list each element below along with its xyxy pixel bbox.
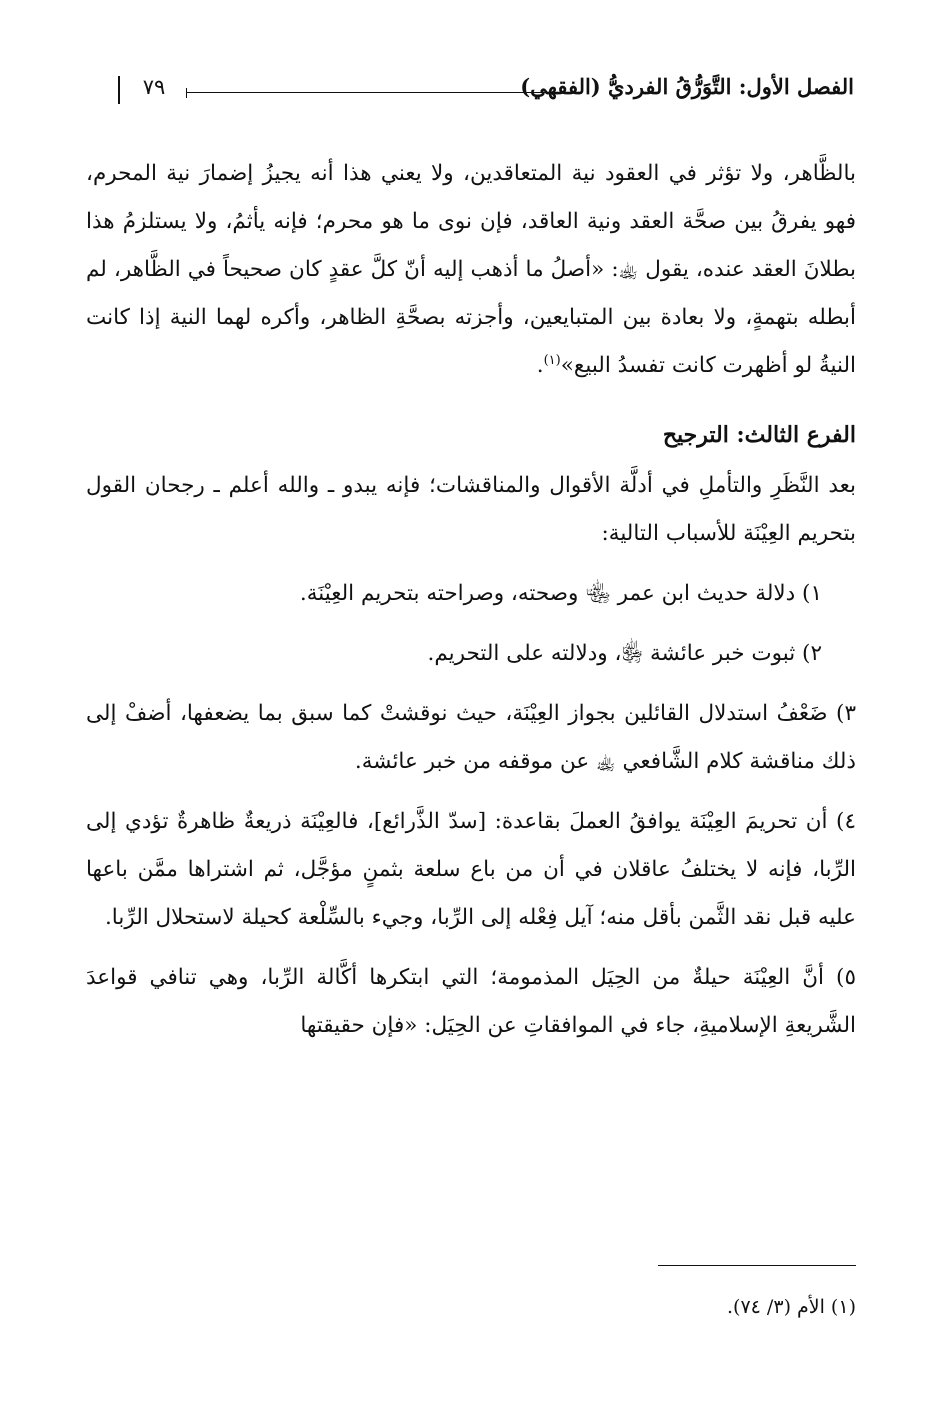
chapter-title: الفصل الأول: التَّوَرُّقُ الفرديُّ (الفقهي)	[520, 74, 854, 99]
section-intro: بعد النَّظَرِ والتأملِ في أدلَّة الأقوال والمناقشات؛ فإنه يبدو ـ والله أعلم ـ رجحان القول بتحريم العِيْنَة للأسباب التالية:	[86, 473, 856, 546]
list-item: ٢) ثبوت خبر عائشة ﵂، ودلالته على التحريم.	[427, 641, 822, 666]
page-number-bar	[118, 76, 120, 104]
list-item: ٤) أن تحريمَ العِيْنَة يوافقُ العملَ بقاعدة: [سدّ الذَّرائع]، فالعِيْنَة ذريعةٌ ظاهرةٌ تؤدي إلى الرِّبا، فإنه لا يختلفُ عاقلان في أن من باع سلعة بثمنٍ مؤجَّل، ثم اشتراها ممَّن باعها عليه قبل نقد الثَّمن بأقل منه؛ آيل فِعْله إلى الرِّبا، وجيء بالسِّلْعة كحيلة لاستحلال الرِّبا.	[86, 809, 856, 930]
spacer	[86, 390, 856, 402]
section-heading: الفرع الثالث: الترجيح	[662, 422, 856, 448]
body-paragraph: بالظَّاهر، ولا تؤثر في العقود نية المتعاقدين، ولا يعني هذا أنه يجيزُ إضمارَ نية المحرم، فهو يفرقُ بين صحَّة العقد ونية العاقد، فإن نوى ما هو محرم؛ فإنه يأثمُ، ولا يستلزمُ هذا بطلانَ العقد عنده، يقول ﵀: «أصلُ ما أذهب إليه أنّ كلَّ عقدٍ كان صحيحاً في الظَّاهر، لم أبطله بتهمةٍ، ولا بعادة بين المتبايعين، وأجزته بصحَّةِ الظاهر، وأكره لهما النية إذا كانت النيةُ لو أظهرت كانت تفسدُ البيع»$^{(١)}$.	[86, 161, 856, 378]
spacer	[86, 618, 856, 630]
spacer	[86, 786, 856, 798]
spacer	[86, 558, 856, 570]
page-number: ٧٩	[142, 75, 166, 99]
footnote-reference: (١)	[543, 352, 561, 368]
list-item: ٥) أنَّ العِيْنَة حيلةٌ من الحِيَل المذمومة؛ التي ابتكرها أكَّالة الرِّبا، وهي تنافي قواعدَ الشَّريعةِ الإسلاميةِ، جاء في الموافقاتِ عن الحِيَل: «فإن حقيقتها	[86, 965, 856, 1038]
main-text	[86, 150, 856, 1050]
spacer	[86, 942, 856, 954]
list-item: ١) دلالة حديث ابن عمر ﵄ وصحته، وصراحته بتحريم العِيْنَة.	[299, 581, 822, 606]
running-header	[108, 72, 854, 112]
list-item: ٣) ضَعْفُ استدلال القائلين بجواز العِيْنَة، حيث نوقشتْ كما سبق بما يضعفها، أضفْ إلى ذلك مناقشة كلام الشَّافعي ﵀ عن موقفه من خبر عائشة.	[86, 701, 856, 774]
header-rule	[186, 92, 579, 93]
header-rule-end	[186, 88, 187, 98]
footnote: (١) الأم (٣/ ٧٤).	[727, 1296, 856, 1318]
paragraph-text: بالظَّاهر، ولا تؤثر في العقود نية المتعاقدين، ولا يعني هذا أنه يجيزُ إضمارَ نية المحرم، فهو يفرقُ بين صحَّة العقد ونية العاقد، فإن نوى ما هو محرم؛ فإنه يأثمُ، ولا يستلزمُ هذا بطلانَ العقد عنده، يقول ﵀: «أصلُ ما أذهب إليه أنّ كلَّ عقدٍ كان صحيحاً في الظَّاهر، لم أبطله بتهمةٍ، ولا بعادة بين المتبايعين، وأجزته بصحَّةِ الظاهر، وأكره لهما النية إذا كانت النيةُ لو أظهرت كانت تفسدُ البيع»	[86, 161, 856, 378]
footnote-separator	[658, 1265, 856, 1266]
spacer	[86, 678, 856, 690]
